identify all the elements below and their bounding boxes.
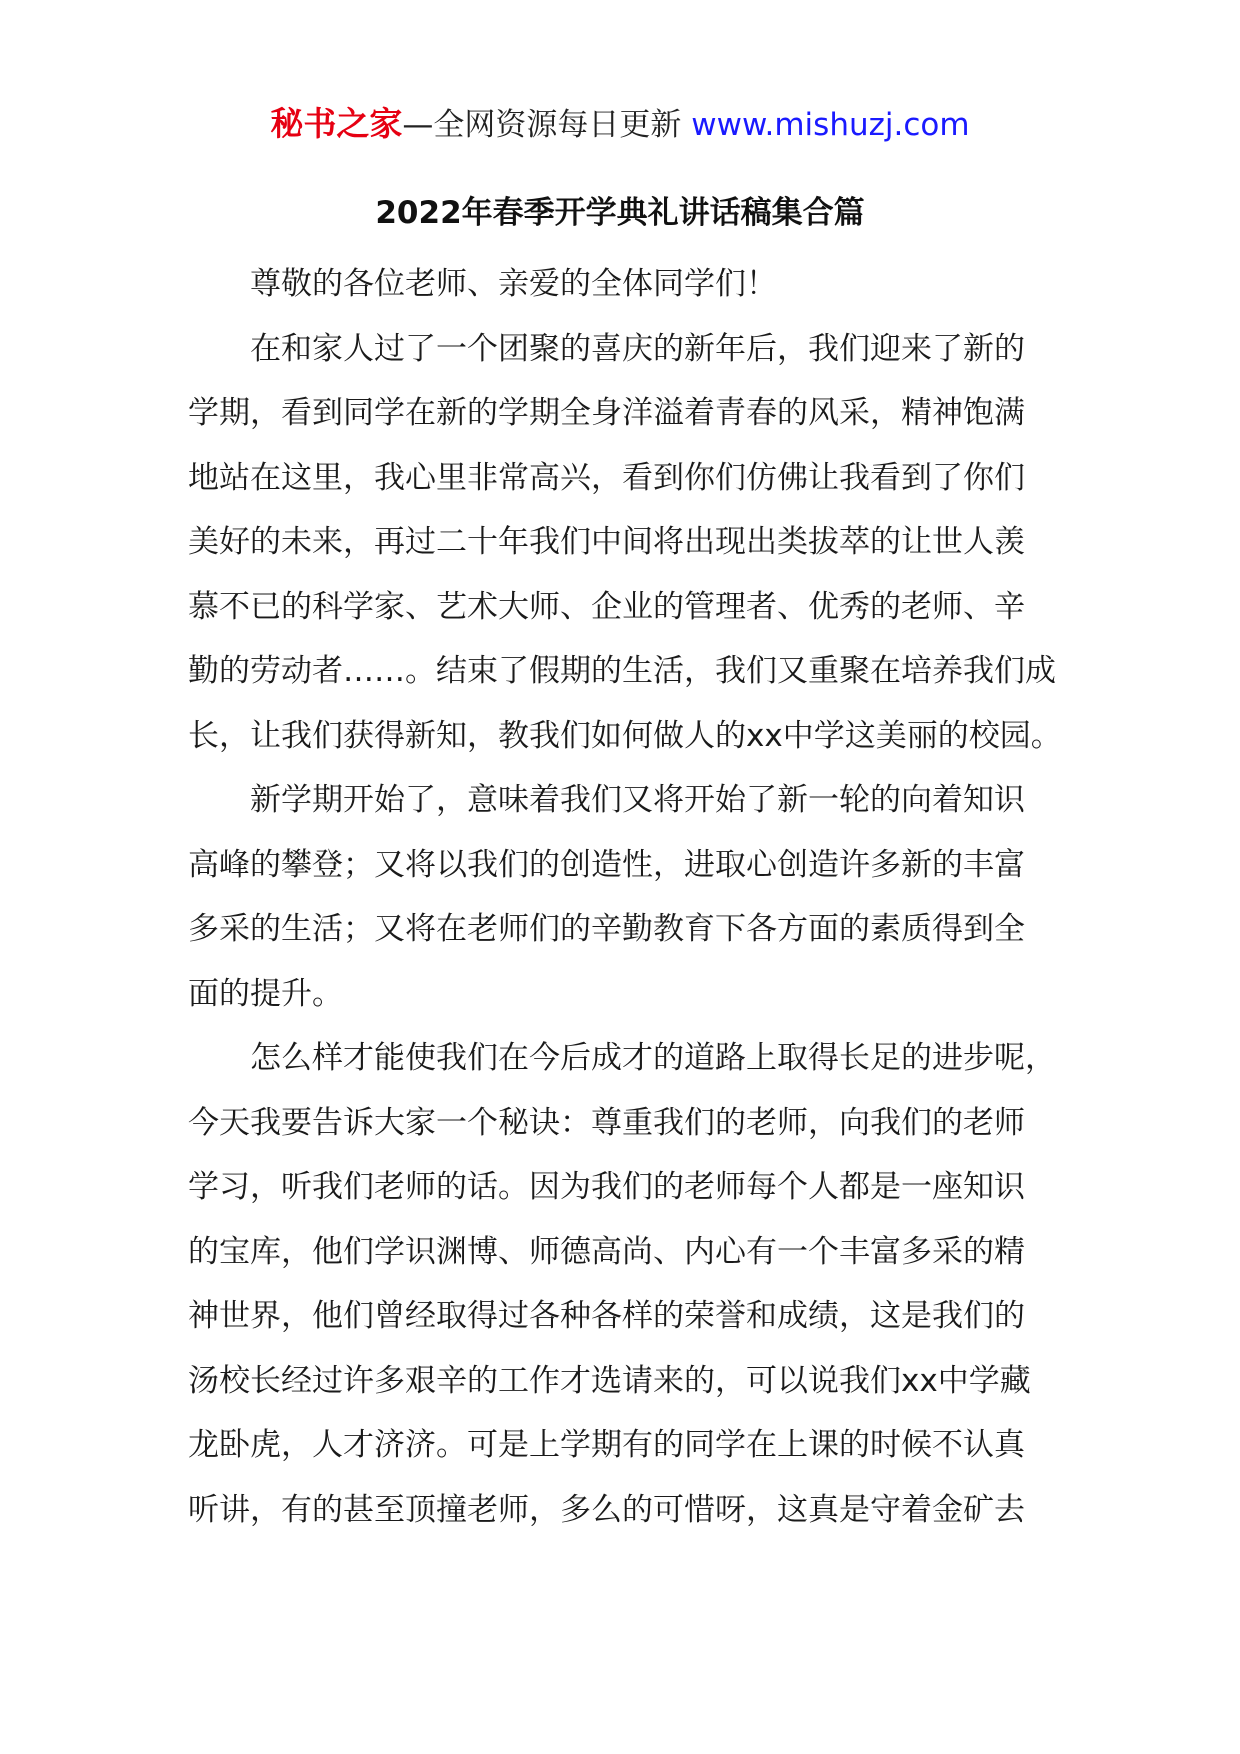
paragraph-line: 学习，听我们老师的话。因为我们的老师每个人都是一座知识	[188, 1169, 1025, 1205]
paragraph-line: 神世界，他们曾经取得过各种各样的荣誉和成绩，这是我们的	[188, 1298, 1025, 1334]
paragraph-line: 的宝库，他们学识渊博、师德高尚、内心有一个丰富多采的精	[188, 1233, 1025, 1270]
paragraph-line: 多采的生活；又将在老师们的辛勤教育下各方面的素质得到全	[188, 911, 1025, 947]
site-url-link[interactable]: www.mishuzj.com	[691, 107, 970, 143]
paragraph-line: 面的提升。	[188, 975, 343, 1012]
header-tagline: —全网资源每日更新	[402, 107, 682, 143]
paragraph-line: 慕不已的科学家、艺术大师、企业的管理者、优秀的老师、辛	[188, 588, 1025, 625]
paragraph-line: 美好的未来，再过二十年我们中间将出现出类拔萃的让世人羡	[188, 524, 1025, 560]
paragraph-line: 高峰的攀登；又将以我们的创造性，进取心创造许多新的丰富	[188, 846, 1025, 883]
paragraph-line: 地站在这里，我心里非常高兴，看到你们仿佛让我看到了你们	[188, 459, 1025, 496]
paragraph-line: 今天我要告诉大家一个秘诀：尊重我们的老师，向我们的老师	[188, 1104, 1025, 1141]
document-title: 2022年春季开学典礼讲话稿集合篇	[375, 195, 865, 231]
salutation-line: 尊敬的各位老师、亲爱的全体同学们！	[250, 266, 777, 302]
document-body	[188, 252, 1068, 1542]
paragraph-line: 在和家人过了一个团聚的喜庆的新年后，我们迎来了新的	[250, 330, 1025, 367]
site-header	[0, 100, 1240, 149]
paragraph-line: 勤的劳动者……。结束了假期的生活，我们又重聚在培养我们成	[188, 653, 1056, 689]
paragraph-line: 龙卧虎，人才济济。可是上学期有的同学在上课的时候不认真	[188, 1427, 1025, 1463]
paragraph-line: 怎么样才能使我们在今后成才的道路上取得长足的进步呢，	[250, 1040, 1056, 1076]
paragraph-line: 听讲，有的甚至顶撞老师，多么的可惜呀，这真是守着金矿去	[188, 1491, 1025, 1528]
paragraph-line: 长，让我们获得新知，教我们如何做人的xx中学这美丽的校园。	[188, 717, 1062, 754]
paragraph-line: 新学期开始了，意味着我们又将开始了新一轮的向着知识	[250, 782, 1025, 818]
paragraph-line: 学期，看到同学在新的学期全身洋溢着青春的风采，精神饱满	[188, 395, 1025, 431]
brand-name: 秘书之家	[270, 104, 403, 143]
paragraph-line: 汤校长经过许多艰辛的工作才选请来的，可以说我们xx中学藏	[188, 1362, 1031, 1399]
